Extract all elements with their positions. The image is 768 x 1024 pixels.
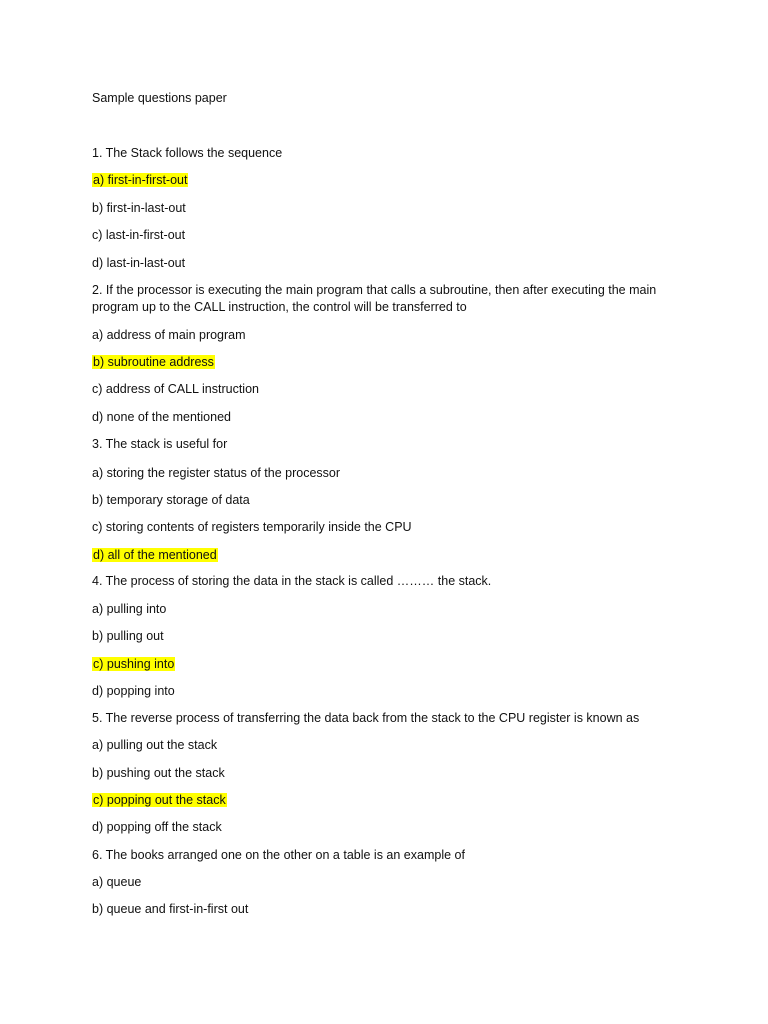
- line-text: a) first-in-first-out: [93, 173, 188, 187]
- question-line: [92, 227, 682, 244]
- line-text: d) popping off the stack: [92, 820, 222, 834]
- answer-line-highlighted: [92, 354, 682, 371]
- line-text: d) all of the mentioned: [93, 548, 217, 562]
- answer-line-highlighted: [92, 792, 682, 809]
- answer-line-highlighted: [92, 547, 682, 564]
- line-text: 5. The reverse process of transferring the data back from the stack to the CPU register is known as: [92, 711, 640, 725]
- line-text: 1. The Stack follows the sequence: [92, 146, 283, 160]
- line-text: a) storing the register status of the processor: [92, 466, 341, 480]
- line-text: d) none of the mentioned: [92, 410, 231, 424]
- line-text: 2. If the processor is executing the main program that calls a subroutine, then after executing the main program up to the CALL instruction, the control will be transferred to: [92, 283, 657, 314]
- line-text: b) pushing out the stack: [92, 766, 225, 780]
- line-text: c) address of CALL instruction: [92, 382, 259, 396]
- question-line: [92, 381, 682, 398]
- line-text: b) pulling out: [92, 629, 164, 643]
- question-line: [92, 683, 682, 700]
- question-line: [92, 436, 682, 453]
- line-text: c) last-in-first-out: [92, 228, 186, 242]
- line-text: b) temporary storage of data: [92, 493, 250, 507]
- question-line: [92, 737, 682, 754]
- line-text: b) subroutine address: [93, 355, 214, 369]
- question-line: [92, 492, 682, 509]
- line-text: a) pulling into: [92, 602, 167, 616]
- line-text: a) pulling out the stack: [92, 738, 218, 752]
- question-line: [92, 874, 682, 891]
- question-line: [92, 282, 682, 316]
- question-line: [92, 145, 682, 162]
- answer-line-highlighted: [92, 656, 682, 673]
- answer-line-highlighted: [92, 172, 682, 189]
- line-text: c) popping out the stack: [93, 793, 226, 807]
- line-text: 3. The stack is useful for: [92, 437, 228, 451]
- line-text: a) queue: [92, 875, 142, 889]
- question-line: [92, 519, 682, 536]
- question-line: [92, 409, 682, 426]
- question-line: [92, 601, 682, 618]
- line-text: d) popping into: [92, 684, 175, 698]
- question-line: [92, 847, 682, 864]
- line-text: 6. The books arranged one on the other on a table is an example of: [92, 848, 465, 862]
- line-text: b) queue and first-in-first out: [92, 902, 249, 916]
- question-line: [92, 327, 682, 344]
- line-text: b) first-in-last-out: [92, 201, 186, 215]
- question-line: [92, 765, 682, 782]
- line-text: a) address of main program: [92, 328, 246, 342]
- line-text: d) last-in-last-out: [92, 256, 186, 270]
- question-line: [92, 710, 682, 727]
- question-line: [92, 200, 682, 217]
- question-line: [92, 465, 682, 482]
- question-line: [92, 628, 682, 645]
- line-text: 4. The process of storing the data in the stack is called ……… the stack.: [92, 574, 492, 588]
- question-line: [92, 255, 682, 272]
- question-line: [92, 819, 682, 836]
- page-title: Sample questions paper: [92, 91, 227, 105]
- line-text: c) storing contents of registers temporarily inside the CPU: [92, 520, 412, 534]
- line-text: c) pushing into: [93, 657, 175, 671]
- question-line: [92, 901, 682, 918]
- question-line: [92, 573, 682, 590]
